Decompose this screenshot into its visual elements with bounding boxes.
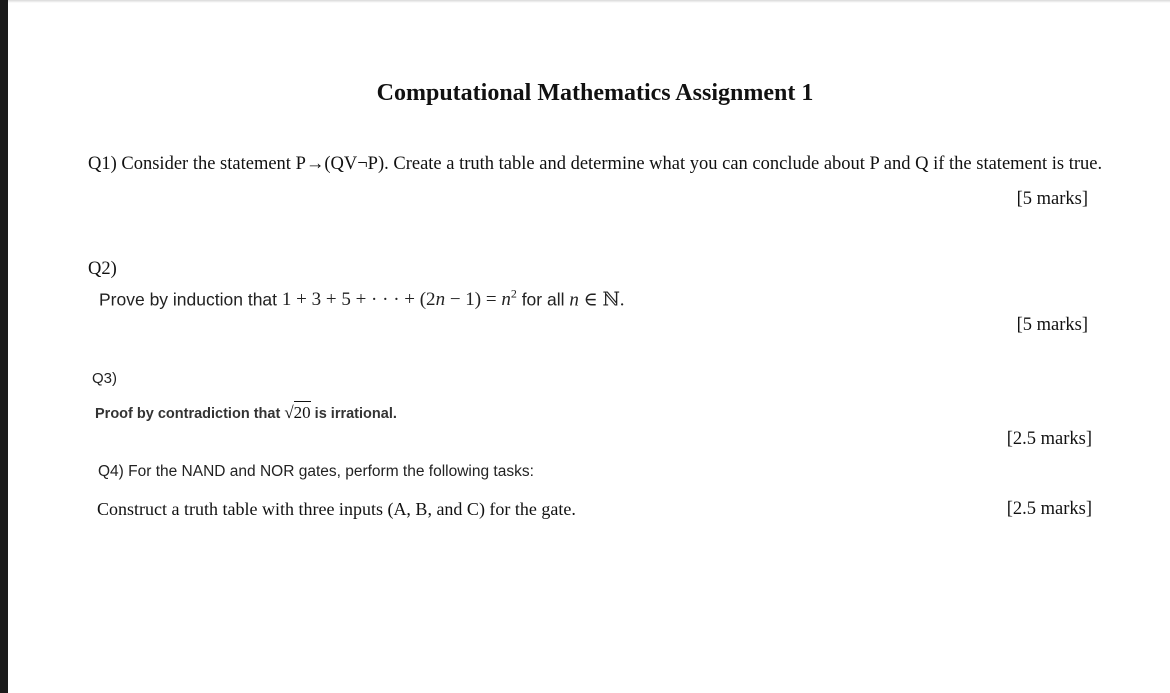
formula-var-n: n	[435, 289, 446, 311]
question-2-marks: [5 marks]	[1016, 315, 1088, 335]
question-3-text	[95, 403, 397, 423]
sqrt-symbol: √	[284, 403, 294, 422]
page-title: Computational Mathematics Assignment 1	[376, 80, 814, 106]
question-2-text	[99, 287, 625, 311]
question-2-set	[569, 289, 624, 310]
formula-mid: − 1) =	[445, 289, 502, 311]
question-3-prefix: Proof by contradiction that	[95, 406, 285, 422]
set-symbol: ∈ ℕ.	[578, 289, 625, 311]
set-var-n: n	[569, 289, 579, 311]
question-3-suffix: is irrational.	[310, 406, 397, 422]
question-4-task: Construct a truth table with three inputs (A, B, and C) for the gate.	[97, 499, 576, 519]
question-4-label: Q4) For the NAND and NOR gates, perform the following tasks:	[98, 463, 534, 480]
question-1-text: Q1) Consider the statement P→(QV¬P). Create a truth table and determine what you can conclude about P and Q if the statement is true.	[88, 154, 1103, 174]
question-1-marks: [5 marks]	[1016, 189, 1088, 209]
question-3-label: Q3)	[92, 370, 118, 387]
question-3-marks: [2.5 marks]	[1006, 429, 1092, 449]
question-4-marks: [2.5 marks]	[1006, 499, 1092, 519]
question-2-formula	[282, 289, 517, 310]
formula-exponent: 2	[510, 287, 517, 301]
question-2-prefix: Prove by induction that	[99, 289, 282, 310]
question-2-middle: for all	[516, 289, 570, 310]
sqrt-radicand: 20	[293, 403, 311, 422]
question-2-label: Q2)	[88, 259, 117, 279]
sqrt-expression	[284, 401, 310, 422]
formula-start: 1 + 3 + 5 + · · · + (2	[281, 289, 436, 311]
top-shadow	[8, 0, 1170, 3]
formula-var-n-squared: n	[501, 289, 511, 311]
